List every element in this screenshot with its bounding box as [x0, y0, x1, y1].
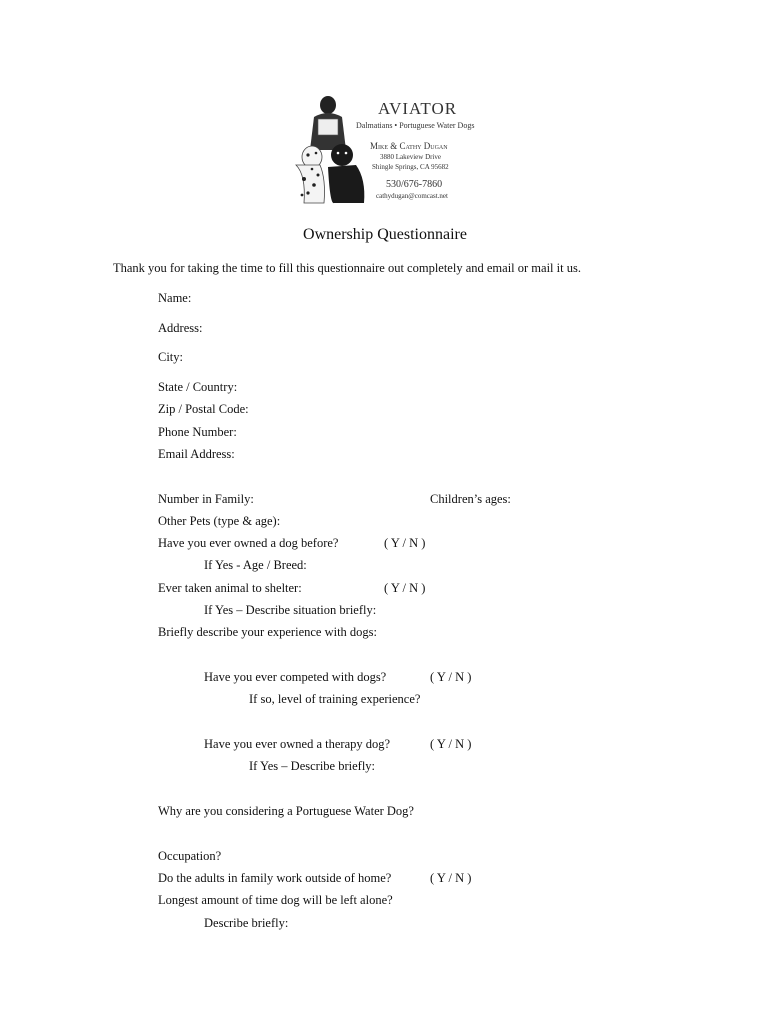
logo-kennel-name: AVIATOR	[378, 99, 458, 118]
children-ages-label: Children’s ages:	[430, 492, 511, 506]
time-alone-describe-label: Describe briefly:	[204, 916, 289, 930]
aviator-logo	[290, 95, 490, 207]
competed-question: Have you ever competed with dogs?	[204, 670, 387, 684]
logo-phone: 530/676-7860	[386, 179, 443, 190]
other-pets-label: Other Pets (type & age):	[158, 514, 281, 528]
training-level-label: If so, level of training experience?	[249, 692, 421, 706]
name-field-label: Name:	[158, 291, 192, 305]
experience-question: Briefly describe your experience with dogs:	[158, 625, 378, 639]
occupation-label: Occupation?	[158, 849, 222, 863]
page-title: Ownership Questionnaire	[303, 226, 467, 243]
adults-work-question: Do the adults in family work outside of home?	[158, 871, 392, 885]
owned-dog-yes-no: ( Y / N )	[384, 536, 426, 550]
logo-breeds: Dalmatians • Portuguese Water Dogs	[356, 121, 475, 130]
dogs-illustration-icon	[290, 95, 370, 207]
competed-yes-no: ( Y / N )	[430, 670, 472, 684]
city-field-label: City:	[158, 350, 184, 364]
zip-field-label: Zip / Postal Code:	[158, 402, 249, 416]
owned-dog-question: Have you ever owned a dog before?	[158, 536, 339, 550]
intro-text: Thank you for taking the time to fill this questionnaire out completely and email or mail it us.	[113, 261, 581, 275]
family-count-label: Number in Family:	[158, 492, 254, 506]
therapy-dog-question: Have you ever owned a therapy dog?	[204, 737, 391, 751]
state-country-field-label: State / Country:	[158, 380, 238, 394]
therapy-dog-yes-no: ( Y / N )	[430, 737, 472, 751]
why-pwd-question: Why are you considering a Portuguese Water Dog?	[158, 804, 414, 818]
owned-dog-age-breed-label: If Yes - Age / Breed:	[204, 558, 307, 572]
shelter-yes-no: ( Y / N )	[384, 581, 426, 595]
email-field-label: Email Address:	[158, 447, 235, 461]
adults-work-yes-no: ( Y / N )	[430, 871, 472, 885]
time-alone-question: Longest amount of time dog will be left alone?	[158, 893, 393, 907]
logo-email: cathydugan@comcast.net	[376, 192, 448, 200]
phone-field-label: Phone Number:	[158, 425, 237, 439]
address-field-label: Address:	[158, 321, 203, 335]
logo-city-state: Shingle Springs, CA 95682	[372, 163, 449, 171]
shelter-situation-label: If Yes – Describe situation briefly:	[204, 603, 377, 617]
therapy-describe-label: If Yes – Describe briefly:	[249, 759, 376, 773]
shelter-question: Ever taken animal to shelter:	[158, 581, 302, 595]
logo-owners: Mike & Cathy Dugan	[370, 141, 448, 151]
logo-street: 3880 Lakeview Drive	[380, 153, 442, 161]
